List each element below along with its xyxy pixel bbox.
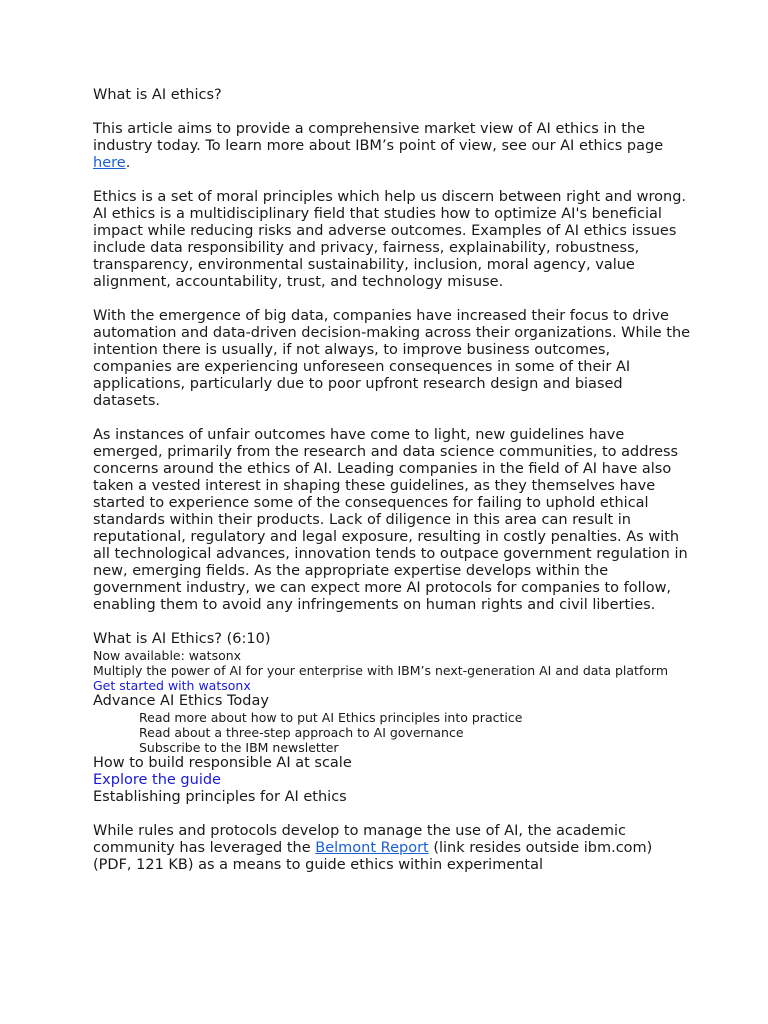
promo-body: Multiply the power of AI for your enterprise with IBM’s next-generation AI and data platform <box>93 663 669 678</box>
principles-heading: Establishing principles for AI ethics <box>93 789 347 805</box>
advance-block <box>93 693 693 755</box>
intro-text: This article aims to provide a comprehensive market view of AI ethics in the industry today. To learn more about IBM’s point of view, see our AI ethics page <box>93 121 664 154</box>
belmont-report-link[interactable]: Belmont Report <box>315 840 429 856</box>
article <box>93 87 693 874</box>
page-title: What is AI ethics? <box>93 87 222 103</box>
guidelines-paragraph: As instances of unfair outcomes have come to light, new guidelines have emerged, primarily from the research and data science communities, to address concerns around the ethics of AI. Leading companies in the field of AI have also taken a vested interest in shaping these guidelines, as they themselves have started to experience some of the consequences for failing to uphold ethical standards within their products. Lack of diligence in this area can result in reputational, regulatory and legal exposure, resulting in costly penalties. As with all technological advances, innovation tends to outpace government regulation in new, emerging fields. As the appropriate expertise develops within the government industry, we can expect more AI protocols for companies to follow, enabling them to avoid any infringements on human rights and civil liberties. <box>93 427 688 613</box>
promo-block <box>93 648 693 693</box>
build-heading: How to build responsible AI at scale <box>93 755 352 771</box>
intro-text-end: . <box>125 155 131 171</box>
watsonx-cta-link[interactable]: Get started with watsonx <box>93 678 251 693</box>
advance-heading: Advance AI Ethics Today <box>93 693 269 709</box>
ethics-paragraph: Ethics is a set of moral principles which help us discern between right and wrong. AI ethics is a multidisciplinary field that studies how to optimize AI's beneficial impact while reducing risks and adverse outcomes. Examples of AI ethics issues include data responsibility and privacy, fairness, explainability, robustness, transparency, environmental sustainability, inclusion, moral agency, value alignment, accountability, trust, and technology misuse. <box>93 189 687 290</box>
intro-paragraph <box>93 121 693 172</box>
promo-heading: Now available: watsonx <box>93 648 242 663</box>
belmont-text: While rules and protocols develop to manage the use of AI, the academic community has leveraged the <box>93 823 626 856</box>
here-link[interactable]: here <box>93 155 126 171</box>
belmont-paragraph <box>93 823 693 874</box>
belmont-text-end: (link resides outside ibm.com) (PDF, 121 KB) as a means to guide ethics within experimental <box>93 840 653 873</box>
explore-guide-link[interactable]: Explore the guide <box>93 772 221 788</box>
big-data-paragraph: With the emergence of big data, companies have increased their focus to drive automation and data-driven decision-making across their organizations. While the intention there is usually, if not always, to improve business outcomes, companies are experiencing unforeseen consequences in some of their AI applications, particularly due to poor upfront research design and biased datasets. <box>93 308 691 409</box>
advance-item-governance[interactable]: Read about a three-step approach to AI governance <box>139 725 464 740</box>
advance-item-newsletter[interactable]: Subscribe to the IBM newsletter <box>139 740 339 755</box>
video-title: What is AI Ethics? (6:10) <box>93 631 271 647</box>
advance-item-practice[interactable]: Read more about how to put AI Ethics principles into practice <box>139 710 523 725</box>
